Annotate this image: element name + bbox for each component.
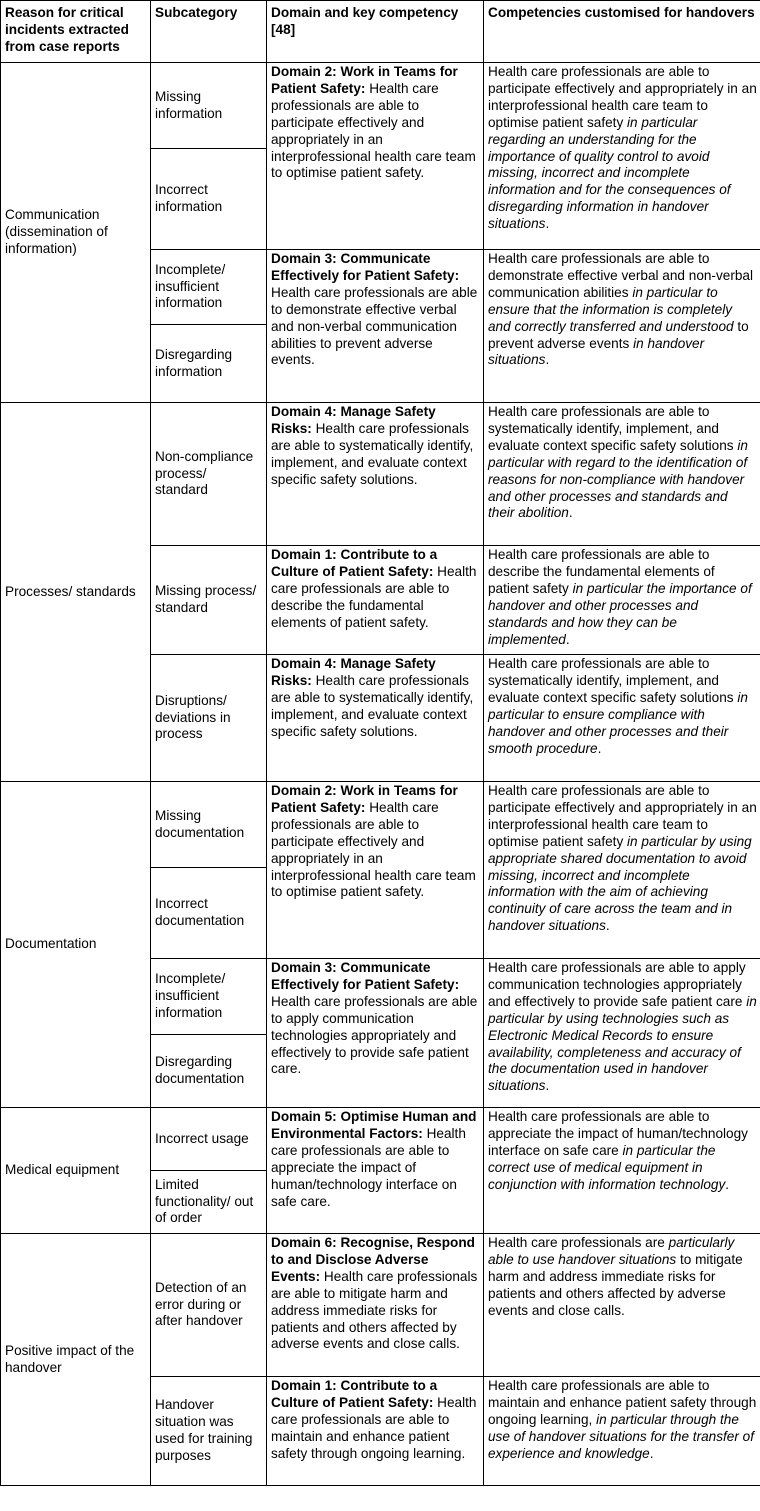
competency-cell	[484, 1234, 760, 1377]
competency-emphasis: in particular with regard to the identification of reasons for non-compliance with handover and other processes and standards and their abolition	[488, 437, 748, 521]
reason-cell: Documentation	[1, 782, 151, 1108]
header-reason: Reason for critical incidents extracted from case reports	[1, 1, 151, 63]
domain-text: Health care professionals are able to systematically identify, implement, and evaluate context specific safety solutions.	[271, 420, 474, 487]
competency-text: to mitigate harm and address immediate risks for patients and others affected by adverse events and close calls.	[488, 1251, 743, 1318]
subcategory-cell: Handover situation was used for training purposes	[151, 1377, 267, 1486]
subcategory-cell: Missing documentation	[151, 782, 267, 868]
competency-text: .	[545, 1078, 550, 1094]
domain-cell	[267, 63, 484, 250]
competency-text: .	[605, 918, 610, 934]
domain-text: Health care professionals are able to maintain and enhance patient safety through ongoing learning.	[271, 1394, 477, 1461]
subcategory-cell: Incomplete/ insufficient information	[151, 959, 267, 1035]
subcategory-cell: Non-compliance process/ standard	[151, 403, 267, 546]
competency-text: .	[565, 631, 570, 647]
domain-text: Health care professionals are able to demonstrate effective verbal and non-verbal communication abilities to prevent adverse events.	[271, 284, 478, 368]
competency-text: Health care professionals are able to appreciate the impact of human/technology interface on safe care	[488, 1109, 748, 1158]
domain-text: Health care professionals are able to apply communication technologies appropriately and effectively to provide safe patient care.	[271, 993, 478, 1077]
competency-text: .	[649, 1445, 654, 1461]
competency-emphasis: in particular to ensure compliance with handover and other processes and their smooth procedure	[488, 689, 748, 756]
domain-cell	[267, 250, 484, 403]
reason-cell: Medical equipment	[1, 1108, 151, 1234]
competency-text: Health care professionals are able to describe the fundamental elements of patient safety	[488, 547, 715, 596]
domain-cell	[267, 1377, 484, 1486]
domain-cell	[267, 655, 484, 782]
competency-text: Health care professionals are able to participate effectively and appropriately in an interprofessional health care team to optimise patient safety	[488, 64, 757, 130]
subcategory-cell: Incorrect usage	[151, 1108, 267, 1171]
competency-emphasis: in particular regarding an understanding for the importance of quality control to avoid missing, incorrect and incomplete information and for the consequences of disregarding information in handover situations	[488, 114, 731, 232]
competency-text: Health care professionals are	[488, 1235, 669, 1250]
reason-cell: Communication (dissemination of information)	[1, 63, 151, 403]
domain-title: Domain 4: Manage Safety Risks:	[271, 404, 436, 436]
competency-emphasis: particularly able to use handover situations	[488, 1235, 735, 1267]
reason-cell: Processes/ standards	[1, 403, 151, 782]
competency-text: Health care professionals are able to systematically identify, implement, and evaluate context specific safety solutions	[488, 656, 738, 705]
subcategory-cell: Missing process/ standard	[151, 546, 267, 655]
competency-text: Health care professionals are able to apply communication technologies appropriately and effectively to provide safe patient care	[488, 960, 747, 1009]
subcategory-cell: Disregarding documentation	[151, 1035, 267, 1108]
domain-cell	[267, 959, 484, 1108]
competency-emphasis: in particular by using appropriate shared documentation to avoid missing, incorrect and incomplete information with the aim of achieving continuity of care across the team and in handover situations	[488, 833, 752, 934]
table-row	[1, 63, 760, 149]
domain-text: Health care professionals are able to mitigate harm and address immediate risks for patients and others affected by adverse events and close calls.	[271, 1268, 478, 1352]
competency-cell	[484, 403, 760, 546]
domain-title: Domain 5: Optimise Human and Environmental Factors:	[271, 1109, 477, 1141]
competency-cell	[484, 655, 760, 782]
domain-text: Health care professionals are able to participate effectively and appropriately in an interprofessional health care team to optimise patient safety.	[271, 799, 476, 900]
competency-emphasis: in particular by using technologies such as Electronic Medical Records to ensure availability, completeness and accuracy of the documentation used in handover situations	[488, 993, 757, 1094]
competency-text: Health care professionals are able to participate effectively and appropriately in an interprofessional health care team to optimise patient safety	[488, 783, 757, 849]
competency-text: Health care professionals are able to demonstrate effective verbal and non-verbal communication abilities	[488, 251, 753, 300]
header-domain: Domain and key competency [48]	[267, 1, 484, 63]
domain-cell	[267, 546, 484, 655]
domain-text: Health care professionals are able to systematically identify, implement, and evaluate context specific safety solutions.	[271, 672, 474, 739]
domain-text: Health care professionals are able to describe the fundamental elements of patient safety.	[271, 563, 477, 630]
competency-emphasis: in particular to ensure that the information is completely and correctly transferred and understood	[488, 284, 734, 334]
domain-title: Domain 3: Communicate Effectively for Patient Safety:	[271, 251, 460, 283]
competency-text: .	[545, 216, 550, 232]
competency-cell	[484, 250, 760, 403]
domain-text: Health care professionals are able to participate effectively and appropriately in an interprofessional health care team to optimise patient safety.	[271, 80, 476, 181]
header-row	[1, 1, 760, 63]
competency-text: .	[545, 352, 550, 368]
subcategory-cell: Incorrect information	[151, 149, 267, 250]
subcategory-cell: Incorrect documentation	[151, 868, 267, 959]
competency-emphasis: in particular the importance of handover and other processes and standards and how they can be implemented	[488, 580, 752, 647]
table-row	[1, 1234, 760, 1377]
domain-title: Domain 1: Contribute to a Culture of Patient Safety:	[271, 1378, 438, 1410]
table-row	[1, 1108, 760, 1171]
domain-cell	[267, 782, 484, 959]
subcategory-cell: Limited functionality/ out of order	[151, 1171, 267, 1234]
competency-cell	[484, 1377, 760, 1486]
competency-cell	[484, 959, 760, 1108]
subcategory-cell: Missing information	[151, 63, 267, 149]
table-row	[1, 782, 760, 868]
competency-cell	[484, 782, 760, 959]
competency-text: Health care professionals are able to systematically identify, implement, and evaluate context specific safety solutions	[488, 404, 738, 453]
domain-title: Domain 2: Work in Teams for Patient Safety:	[271, 783, 458, 815]
reason-cell: Positive impact of the handover	[1, 1234, 151, 1486]
domain-text: Health care professionals are able to appreciate the impact of human/technology interface on safe care.	[271, 1125, 466, 1209]
competency-text: to prevent adverse events	[488, 318, 749, 351]
domain-title: Domain 4: Manage Safety Risks:	[271, 656, 436, 688]
subcategory-cell: Disregarding information	[151, 325, 267, 403]
competency-text: .	[725, 1176, 730, 1192]
domain-title: Domain 6: Recognise, Respond to and Disclose Adverse Events:	[271, 1235, 475, 1284]
competency-text: .	[568, 505, 573, 521]
domain-cell	[267, 1234, 484, 1377]
domain-cell	[267, 403, 484, 546]
competency-text: .	[597, 740, 602, 756]
subcategory-cell: Disruptions/ deviations in process	[151, 655, 267, 782]
domain-cell	[267, 1108, 484, 1234]
competency-cell	[484, 63, 760, 250]
competency-emphasis: in particular through the use of handover situations for the transfer of experience and knowledge	[488, 1411, 754, 1461]
domain-title: Domain 3: Communicate Effectively for Patient Safety:	[271, 960, 460, 992]
domain-title: Domain 1: Contribute to a Culture of Patient Safety:	[271, 547, 438, 579]
competency-cell	[484, 546, 760, 655]
table-row	[1, 403, 760, 546]
header-subcategory: Subcategory	[151, 1, 267, 63]
subcategory-cell: Incomplete/ insufficient information	[151, 250, 267, 325]
competency-emphasis: in handover situations	[488, 335, 705, 368]
competency-text: Health care professionals are able to maintain and enhance patient safety through ongoing learning,	[488, 1378, 757, 1427]
competency-emphasis: in particular the correct use of medical equipment in conjunction with information technology	[488, 1142, 726, 1192]
domain-title: Domain 2: Work in Teams for Patient Safety:	[271, 64, 458, 96]
header-competencies: Competencies customised for handovers	[484, 1, 760, 63]
competency-cell	[484, 1108, 760, 1234]
subcategory-cell: Detection of an error during or after handover	[151, 1234, 267, 1377]
